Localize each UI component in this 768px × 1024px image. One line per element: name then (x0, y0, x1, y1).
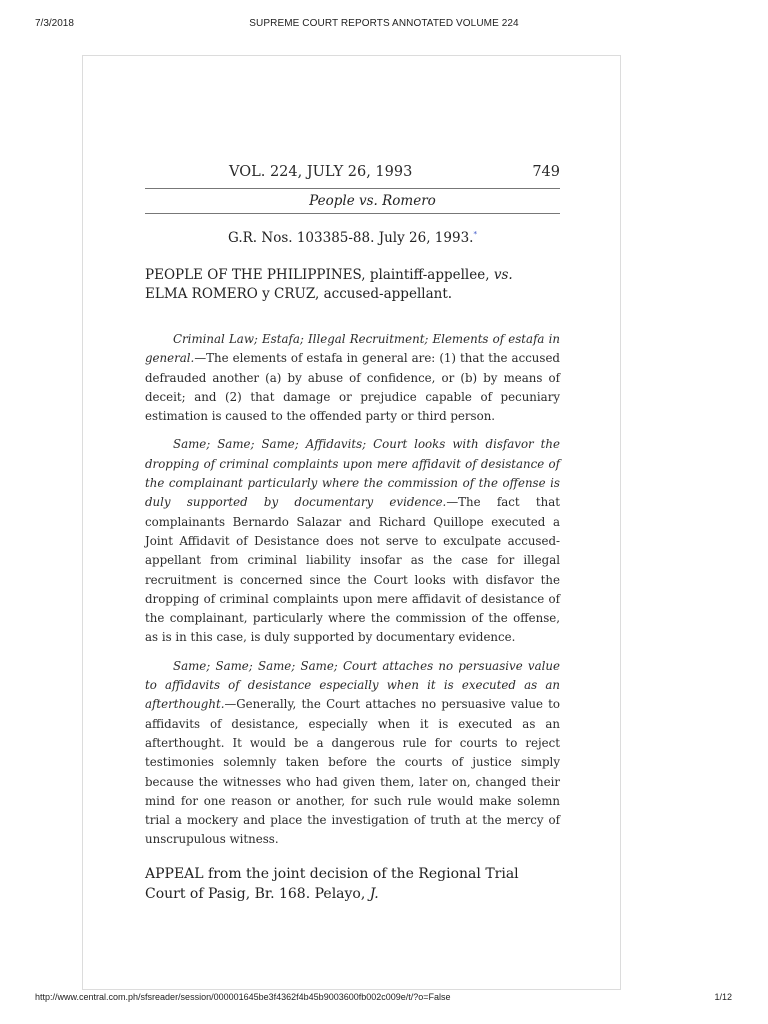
print-document-title: SUPREME COURT REPORTS ANNOTATED VOLUME 224 (249, 18, 519, 29)
versus-label: vs. (493, 267, 513, 283)
syllabus-text: —The elements of estafa in general are: (1) that the accused defrauded another (a) by abuse of confidence, or (b) by means of deceit; and (2) that damage or prejudice capable of pecuniary estimation is caused to the offended party or third person. (145, 351, 560, 424)
syllabus-keywords: Criminal Law; Estafa; Illegal Recruitment; Elements of estafa in general. (145, 332, 560, 366)
syllabus-keywords: Same; Same; Same; Same; Court attaches no persuasive value to affidavits of desistance especially when it is executed as an afterthought. (145, 658, 560, 712)
appeal-text: from the joint decision of the Regional Trial Court of Pasig, Br. 168. Pelayo, (145, 865, 519, 902)
print-url: http://www.central.com.ph/sfsreader/session/000001645be3f4362f4b45b9003600fb002c009e/t/?o=False (35, 992, 451, 1002)
appeal-lead: APPEAL (145, 865, 204, 882)
volume-date: VOL. 224, JULY 26, 1993 (229, 164, 413, 180)
page-number: 749 (532, 164, 560, 180)
case-parties (145, 266, 560, 304)
case-number (145, 230, 560, 246)
plaintiff-name: PEOPLE OF THE PHILIPPINES, (145, 267, 366, 283)
print-header (0, 0, 768, 40)
syllabus-paragraph (145, 330, 560, 426)
plaintiff-role: plaintiff-appellee, (365, 267, 490, 283)
document-page (82, 55, 621, 990)
syllabus-text: —The fact that complainants Bernardo Salazar and Richard Quillope executed a Joint Affidavit of Desistance does not serve to exculpate accused-appellant from criminal liability insofar as the case for illegal recruitment is concerned since the Court looks with disfavor the dropping of criminal complaints upon mere affidavit of desistance of the complainant, particularly where the commission of the offense, as is in this case, is duly supported by documentary evidence. (145, 495, 560, 645)
syllabus-text: —Generally, the Court attaches no persuasive value to affidavits of desistance, especially when it is executed as an afterthought. It would be a dangerous rule for courts to reject testimonies solemnly taken before the courts of justice simply because the witnesses who had given them, later on, changed their mind for one reason or another, for such rule would make solemn trial a mockery and place the investigation of truth at the mercy of unscrupulous witness. (145, 697, 560, 847)
syllabus-paragraph (145, 435, 560, 647)
print-date: 7/3/2018 (35, 18, 74, 29)
accused-name: ELMA ROMERO y CRUZ, (145, 286, 320, 302)
syllabus-paragraph (145, 657, 560, 850)
footnote-link[interactable]: * (473, 230, 477, 239)
print-page-indicator: 1/12 (714, 992, 732, 1002)
case-number-text: G.R. Nos. 103385-88. July 26, 1993. (228, 230, 474, 246)
appeal-statement (145, 864, 560, 904)
accused-role: accused-appellant. (319, 286, 453, 302)
judge-initial: J. (369, 885, 379, 902)
running-head (145, 164, 560, 189)
case-short-title: People vs. Romero (145, 189, 560, 214)
syllabus (145, 330, 560, 850)
page-content (145, 164, 560, 904)
syllabus-keywords: Same; Same; Same; Affidavits; Court looks with disfavor the dropping of criminal complaints upon mere affidavit of desistance of the complainant particularly where the commission of the offense is duly supported by documentary evidence. (145, 437, 560, 510)
